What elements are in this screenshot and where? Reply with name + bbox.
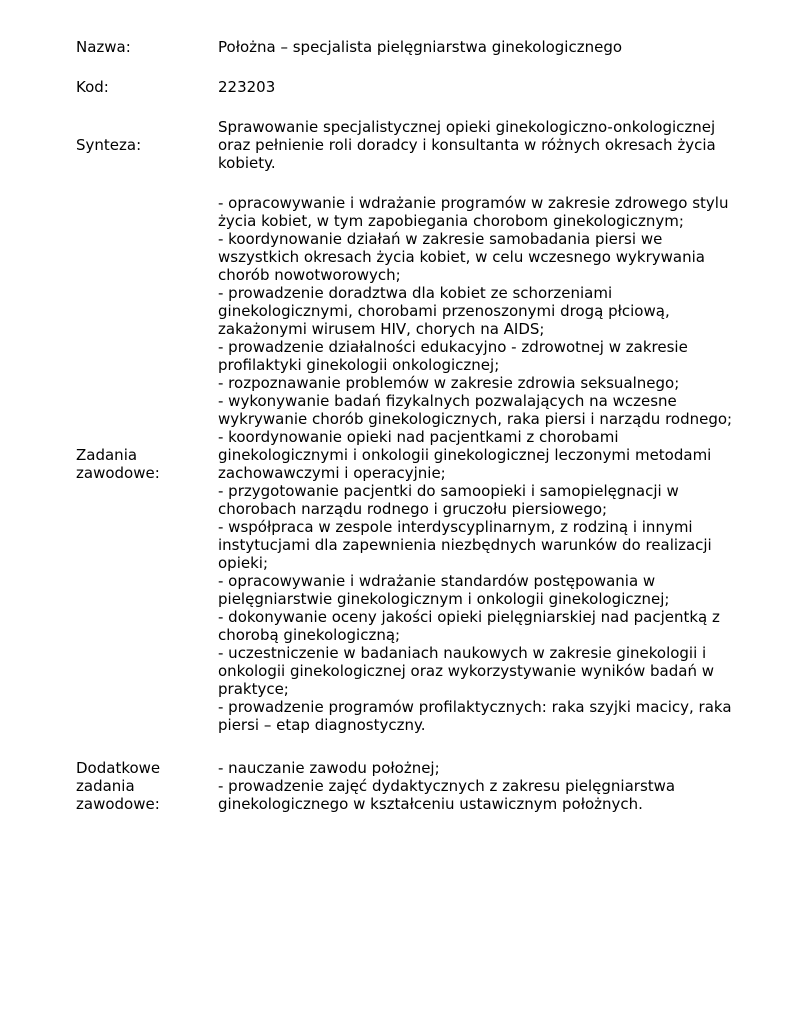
field-label-zadania: [76, 446, 206, 482]
label-line: zadania: [76, 777, 135, 795]
text-line: kobiety.: [218, 154, 276, 172]
task-line: - prowadzenie doradztwa dla kobiet ze schorzeniami: [218, 284, 613, 302]
task-line: ginekologicznymi, chorobami przenoszonymi drogą płciową,: [218, 302, 670, 320]
task-line: zakażonymi wirusem HIV, chorych na AIDS;: [218, 320, 545, 338]
task-line: chorobach narządu rodnego i gruczołu piersiowego;: [218, 500, 608, 518]
task-line: - prowadzenie działalności edukacyjno - zdrowotnej w zakresie: [218, 338, 688, 356]
task-line: instytucjami dla zapewnienia niezbędnych warunków do realizacji: [218, 536, 712, 554]
task-line: - dokonywanie oceny jakości opieki pielęgniarskiej nad pacjentką z: [218, 608, 720, 626]
field-label-nazwa: Nazwa:: [76, 38, 131, 56]
task-line: wykrywanie chorób ginekologicznych, raka piersi i narządu rodnego;: [218, 410, 733, 428]
task-line: - prowadzenie zajęć dydaktycznych z zakresu pielęgniarstwa: [218, 777, 676, 795]
task-line: profilaktyki ginekologii onkologicznej;: [218, 356, 500, 374]
task-line: onkologii ginekologicznej oraz wykorzystywanie wyników badań w: [218, 662, 714, 680]
task-line: - uczestniczenie w badaniach naukowych w zakresie ginekologii i: [218, 644, 707, 662]
task-line: praktyce;: [218, 680, 289, 698]
task-line: - koordynowanie opieki nad pacjentkami z chorobami: [218, 428, 619, 446]
text-line: oraz pełnienie roli doradcy i konsultanta w różnych okresach życia: [218, 136, 716, 154]
text-line: Sprawowanie specjalistycznej opieki ginekologiczno-onkologicznej: [218, 118, 716, 136]
task-line: chorobą ginekologiczną;: [218, 626, 401, 644]
label-line: Dodatkowe: [76, 759, 161, 777]
label-line: zawodowe:: [76, 464, 160, 482]
field-value-nazwa: Położna – specjalista pielęgniarstwa ginekologicznego: [218, 38, 623, 56]
field-value-zadania: [218, 194, 768, 734]
task-line: - rozpoznawanie problemów w zakresie zdrowia seksualnego;: [218, 374, 680, 392]
task-line: - prowadzenie programów profilaktycznych: raka szyjki macicy, raka: [218, 698, 732, 716]
task-line: - nauczanie zawodu położnej;: [218, 759, 440, 777]
task-line: - koordynowanie działań w zakresie samobadania piersi we: [218, 230, 663, 248]
task-line: opieki;: [218, 554, 269, 572]
task-line: ginekologicznego w kształceniu ustawicznym położnych.: [218, 795, 643, 813]
field-value-synteza: [218, 118, 768, 172]
task-line: ginekologicznymi i onkologii ginekologicznej leczonymi metodami: [218, 446, 712, 464]
task-line: - opracowywanie i wdrażanie standardów postępowania w: [218, 572, 656, 590]
field-value-dodatkowe: [218, 759, 768, 813]
task-line: piersi – etap diagnostyczny.: [218, 716, 426, 734]
task-line: - wykonywanie badań fizykalnych pozwalających na wczesne: [218, 392, 677, 410]
task-line: zachowawczymi i operacyjnie;: [218, 464, 446, 482]
label-line: zawodowe:: [76, 795, 160, 813]
task-line: chorób nowotworowych;: [218, 266, 401, 284]
field-value-kod: 223203: [218, 78, 276, 96]
task-line: - opracowywanie i wdrażanie programów w zakresie zdrowego stylu: [218, 194, 729, 212]
field-label-synteza: Synteza:: [76, 136, 142, 154]
task-line: - współpraca w zespole interdyscyplinarnym, z rodziną i innymi: [218, 518, 693, 536]
task-line: - przygotowanie pacjentki do samoopieki i samopielęgnacji w: [218, 482, 679, 500]
field-label-dodatkowe: [76, 759, 206, 813]
field-label-kod: Kod:: [76, 78, 109, 96]
task-line: pielęgniarstwie ginekologicznym i onkologii ginekologicznej;: [218, 590, 670, 608]
label-line: Zadania: [76, 446, 138, 464]
task-line: życia kobiet, w tym zapobiegania chorobom ginekologicznym;: [218, 212, 684, 230]
task-line: wszystkich okresach życia kobiet, w celu wczesnego wykrywania: [218, 248, 705, 266]
